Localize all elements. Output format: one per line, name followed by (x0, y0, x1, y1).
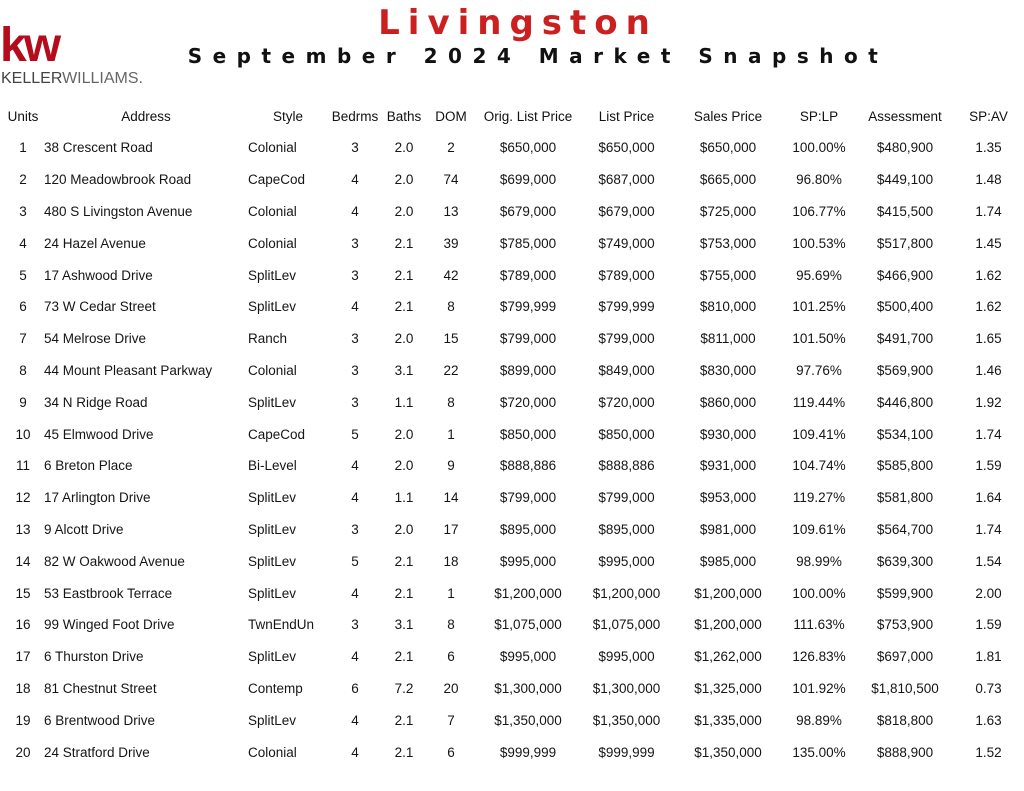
style-cell: Colonial (248, 235, 297, 251)
address-cell: 73 W Cedar Street (44, 299, 156, 315)
table-row (2, 609, 1022, 641)
bedrooms-cell: 6 (351, 680, 359, 696)
column-header: Bedrms (331, 109, 379, 124)
baths-cell: 2.0 (394, 172, 414, 188)
dom-cell: 17 (443, 521, 459, 537)
style-cell: Ranch (248, 331, 288, 347)
orig-list-price-cell: $699,000 (499, 172, 557, 188)
bedrooms-cell: 4 (351, 299, 359, 315)
assessment-cell: $491,700 (876, 331, 934, 347)
baths-cell: 2.1 (394, 649, 414, 665)
table-row (2, 545, 1022, 577)
sp-av-cell: 1.81 (975, 649, 1002, 665)
orig-list-price-cell: $1,200,000 (494, 585, 562, 601)
baths-cell: 1.1 (394, 490, 414, 506)
baths-cell: 2.1 (394, 585, 414, 601)
assessment-cell: $415,500 (876, 203, 934, 219)
baths-cell: 2.0 (394, 426, 414, 442)
dom-cell: 74 (443, 172, 459, 188)
dom-cell: 8 (447, 617, 455, 633)
table-header-row (2, 101, 1022, 132)
table-row (2, 673, 1022, 705)
sp-lp-cell: 109.61% (792, 521, 846, 537)
address-cell: 82 W Oakwood Avenue (44, 553, 185, 569)
sales-table (2, 101, 1022, 768)
address-cell: 6 Breton Place (44, 458, 133, 474)
orig-list-price-cell: $995,000 (499, 649, 557, 665)
baths-cell: 7.2 (394, 680, 414, 696)
unit-cell: 3 (19, 203, 27, 219)
unit-cell: 5 (19, 267, 27, 283)
address-cell: 54 Melrose Drive (44, 331, 147, 347)
orig-list-price-cell: $679,000 (499, 203, 557, 219)
table-row (2, 259, 1022, 291)
sp-av-cell: 1.52 (975, 744, 1002, 760)
assessment-cell: $500,400 (876, 299, 934, 315)
dom-cell: 1 (447, 426, 455, 442)
dom-cell: 14 (443, 490, 459, 506)
baths-cell: 2.0 (394, 331, 414, 347)
list-price-cell: $888,886 (598, 458, 655, 474)
style-cell: Bi-Level (248, 458, 297, 474)
bedrooms-cell: 4 (351, 458, 359, 474)
assessment-cell: $599,900 (876, 585, 934, 601)
sp-av-cell: 1.74 (975, 521, 1002, 537)
table-row (2, 227, 1022, 259)
sp-av-cell: 1.63 (975, 712, 1002, 728)
dom-cell: 8 (447, 394, 455, 410)
sp-lp-cell: 98.89% (796, 712, 842, 728)
sp-av-cell: 1.65 (975, 331, 1002, 347)
baths-cell: 2.0 (394, 203, 414, 219)
logo-wordmark-bold: KELLER (1, 70, 63, 87)
address-cell: 81 Chestnut Street (44, 680, 157, 696)
list-price-cell: $789,000 (598, 267, 655, 283)
unit-cell: 13 (15, 521, 31, 537)
address-cell: 38 Crescent Road (44, 140, 153, 156)
bedrooms-cell: 3 (351, 362, 359, 378)
assessment-cell: $446,800 (876, 394, 934, 410)
orig-list-price-cell: $799,999 (499, 299, 557, 315)
sp-av-cell: 1.74 (975, 203, 1002, 219)
baths-cell: 1.1 (394, 394, 414, 410)
orig-list-price-cell: $1,075,000 (494, 617, 562, 633)
list-price-cell: $1,075,000 (592, 617, 661, 633)
sp-lp-cell: 98.99% (796, 553, 842, 569)
address-cell: 17 Arlington Drive (44, 490, 151, 506)
list-price-cell: $749,000 (598, 235, 655, 251)
baths-cell: 2.1 (394, 235, 414, 251)
style-cell: SplitLev (248, 712, 297, 728)
unit-cell: 15 (15, 585, 31, 601)
style-cell: CapeCod (248, 426, 306, 442)
sales-price-cell: $753,000 (699, 235, 757, 251)
list-price-cell: $799,000 (598, 490, 655, 506)
column-header: Sales Price (693, 109, 763, 124)
table-row (2, 450, 1022, 482)
unit-cell: 19 (15, 712, 31, 728)
sales-price-cell: $1,262,000 (694, 649, 762, 665)
address-cell: 6 Thurston Drive (44, 649, 144, 665)
assessment-cell: $753,900 (876, 617, 934, 633)
assessment-cell: $517,800 (876, 235, 934, 251)
address-cell: 53 Eastbrook Terrace (44, 585, 173, 601)
assessment-cell: $534,100 (876, 426, 934, 442)
sp-av-cell: 1.48 (975, 172, 1002, 188)
orig-list-price-cell: $650,000 (499, 140, 557, 156)
baths-cell: 2.0 (394, 521, 414, 537)
table-row (2, 704, 1022, 736)
list-price-cell: $995,000 (598, 553, 655, 569)
table-row (2, 132, 1022, 164)
column-header: SP:AV (969, 109, 1008, 124)
unit-cell: 11 (15, 458, 30, 474)
bedrooms-cell: 3 (351, 267, 359, 283)
orig-list-price-cell: $995,000 (499, 553, 557, 569)
sales-price-cell: $930,000 (699, 426, 757, 442)
unit-cell: 2 (19, 172, 27, 188)
column-header: Units (7, 109, 39, 124)
sp-av-cell: 1.35 (975, 140, 1002, 156)
unit-cell: 1 (19, 140, 27, 156)
sp-av-cell: 1.64 (975, 490, 1002, 506)
sp-av-cell: 1.59 (975, 617, 1002, 633)
style-cell: SplitLev (248, 394, 297, 410)
bedrooms-cell: 4 (351, 172, 359, 188)
table-row (2, 514, 1022, 546)
list-price-cell: $999,999 (598, 744, 655, 760)
assessment-cell: $585,800 (876, 458, 934, 474)
orig-list-price-cell: $895,000 (499, 521, 557, 537)
dom-cell: 13 (443, 203, 459, 219)
sales-price-cell: $725,000 (699, 203, 757, 219)
table-row (2, 482, 1022, 514)
sp-lp-cell: 126.83% (792, 649, 846, 665)
address-cell: 120 Meadowbrook Road (44, 172, 192, 188)
sales-price-cell: $810,000 (699, 299, 757, 315)
table-row (2, 164, 1022, 196)
dom-cell: 20 (443, 680, 459, 696)
baths-cell: 2.0 (394, 140, 414, 156)
style-cell: Contemp (248, 680, 303, 696)
town-title: Livingston (378, 3, 658, 43)
style-cell: SplitLev (248, 267, 297, 283)
sales-price-cell: $1,335,000 (694, 712, 762, 728)
sales-price-cell: $931,000 (699, 458, 757, 474)
style-cell: SplitLev (248, 649, 297, 665)
column-header: Style (272, 109, 303, 124)
sp-lp-cell: 101.92% (792, 680, 846, 696)
list-price-cell: $849,000 (598, 362, 655, 378)
address-cell: 480 S Livingston Avenue (44, 203, 193, 219)
column-header: Assessment (868, 109, 942, 124)
style-cell: Colonial (248, 203, 297, 219)
sp-lp-cell: 97.76% (796, 362, 842, 378)
sp-lp-cell: 101.25% (792, 299, 846, 315)
list-price-cell: $650,000 (598, 140, 655, 156)
bedrooms-cell: 3 (351, 617, 359, 633)
bedrooms-cell: 3 (351, 140, 359, 156)
column-header: List Price (598, 109, 655, 124)
logo-wordmark (1, 70, 143, 88)
orig-list-price-cell: $789,000 (499, 267, 557, 283)
unit-cell: 10 (15, 426, 31, 442)
sp-lp-cell: 104.74% (792, 458, 846, 474)
style-cell: SplitLev (248, 299, 297, 315)
style-cell: Colonial (248, 744, 297, 760)
sales-price-cell: $650,000 (699, 140, 757, 156)
orig-list-price-cell: $888,886 (499, 458, 557, 474)
unit-cell: 4 (19, 235, 27, 251)
dom-cell: 39 (443, 235, 459, 251)
sp-av-cell: 2.00 (975, 585, 1002, 601)
sp-av-cell: 1.74 (975, 426, 1002, 442)
address-cell: 9 Alcott Drive (44, 521, 124, 537)
dom-cell: 18 (443, 553, 459, 569)
table-row (2, 355, 1022, 387)
orig-list-price-cell: $899,000 (499, 362, 557, 378)
sp-av-cell: 1.54 (975, 553, 1002, 569)
sales-price-cell: $830,000 (699, 362, 757, 378)
baths-cell: 2.1 (394, 744, 414, 760)
list-price-cell: $1,350,000 (592, 712, 661, 728)
address-cell: 34 N Ridge Road (44, 394, 148, 410)
baths-cell: 2.1 (394, 712, 414, 728)
sp-av-cell: 1.46 (975, 362, 1002, 378)
assessment-cell: $697,000 (876, 649, 934, 665)
orig-list-price-cell: $850,000 (499, 426, 557, 442)
table-row (2, 323, 1022, 355)
assessment-cell: $569,900 (876, 362, 934, 378)
unit-cell: 14 (15, 553, 31, 569)
list-price-cell: $850,000 (598, 426, 655, 442)
style-cell: SplitLev (248, 521, 297, 537)
assessment-cell: $466,900 (876, 267, 934, 283)
orig-list-price-cell: $1,350,000 (494, 712, 562, 728)
dom-cell: 42 (443, 267, 459, 283)
sp-lp-cell: 109.41% (792, 426, 846, 442)
style-cell: TwnEndUn (248, 617, 315, 633)
sp-av-cell: 1.59 (975, 458, 1002, 474)
address-cell: 45 Elmwood Drive (44, 426, 154, 442)
sp-av-cell: 1.45 (975, 235, 1002, 251)
list-price-cell: $687,000 (598, 172, 655, 188)
sp-lp-cell: 111.63% (793, 617, 845, 633)
unit-cell: 17 (15, 649, 31, 665)
table-row (2, 577, 1022, 609)
sales-price-cell: $811,000 (700, 331, 756, 347)
sp-av-cell: 1.92 (975, 394, 1002, 410)
assessment-cell: $888,900 (876, 744, 934, 760)
table-row (2, 641, 1022, 673)
assessment-cell: $818,800 (876, 712, 934, 728)
table-row (2, 418, 1022, 450)
sp-lp-cell: 106.77% (792, 203, 846, 219)
address-cell: 99 Winged Foot Drive (44, 617, 175, 633)
sp-lp-cell: 135.00% (792, 744, 846, 760)
bedrooms-cell: 4 (351, 203, 359, 219)
sales-price-cell: $860,000 (699, 394, 757, 410)
list-price-cell: $1,200,000 (592, 585, 661, 601)
orig-list-price-cell: $1,300,000 (494, 680, 562, 696)
list-price-cell: $995,000 (598, 649, 655, 665)
bedrooms-cell: 4 (351, 744, 359, 760)
sp-lp-cell: 96.80% (796, 172, 842, 188)
unit-cell: 16 (15, 617, 31, 633)
style-cell: Colonial (248, 140, 297, 156)
dom-cell: 7 (447, 712, 455, 728)
table-row (2, 736, 1022, 768)
style-cell: SplitLev (248, 553, 297, 569)
sp-lp-cell: 100.53% (792, 235, 846, 251)
logo-wordmark-light: WILLIAMS. (62, 70, 143, 87)
baths-cell: 2.1 (394, 553, 414, 569)
sales-table-body (2, 132, 1022, 768)
sales-price-cell: $981,000 (699, 521, 757, 537)
column-header: SP:LP (799, 109, 839, 124)
style-cell: Colonial (248, 362, 297, 378)
sales-price-cell: $1,200,000 (694, 617, 762, 633)
unit-cell: 8 (19, 362, 27, 378)
bedrooms-cell: 3 (351, 521, 359, 537)
unit-cell: 6 (19, 299, 27, 315)
dom-cell: 1 (447, 585, 455, 601)
address-cell: 24 Hazel Avenue (44, 235, 146, 251)
dom-cell: 8 (447, 299, 455, 315)
unit-cell: 18 (15, 680, 31, 696)
list-price-cell: $679,000 (598, 203, 655, 219)
list-price-cell: $895,000 (598, 521, 655, 537)
unit-cell: 7 (19, 331, 27, 347)
bedrooms-cell: 3 (351, 394, 359, 410)
sp-av-cell: 1.62 (975, 267, 1002, 283)
sales-price-cell: $1,200,000 (694, 585, 762, 601)
sales-price-cell: $985,000 (699, 553, 757, 569)
unit-cell: 9 (19, 394, 27, 410)
address-cell: 6 Brentwood Drive (44, 712, 156, 728)
bedrooms-cell: 4 (351, 490, 359, 506)
sales-price-cell: $665,000 (699, 172, 757, 188)
unit-cell: 12 (15, 490, 31, 506)
orig-list-price-cell: $720,000 (499, 394, 557, 410)
column-header: Address (121, 109, 171, 124)
dom-cell: 9 (447, 458, 455, 474)
sp-av-cell: 0.73 (975, 680, 1002, 696)
baths-cell: 3.1 (394, 617, 414, 633)
sp-lp-cell: 101.50% (792, 331, 846, 347)
address-cell: 17 Ashwood Drive (44, 267, 153, 283)
bedrooms-cell: 4 (351, 712, 359, 728)
baths-cell: 2.1 (394, 267, 414, 283)
list-price-cell: $720,000 (598, 394, 655, 410)
sales-price-cell: $1,325,000 (694, 680, 762, 696)
assessment-cell: $1,810,500 (871, 680, 939, 696)
bedrooms-cell: 4 (351, 585, 359, 601)
bedrooms-cell: 3 (351, 235, 359, 251)
list-price-cell: $799,000 (598, 331, 655, 347)
sp-lp-cell: 95.69% (796, 267, 842, 283)
column-header: DOM (435, 109, 467, 124)
assessment-cell: $480,900 (876, 140, 934, 156)
baths-cell: 2.1 (394, 299, 414, 315)
sp-lp-cell: 119.44% (792, 394, 846, 410)
sp-lp-cell: 100.00% (792, 140, 846, 156)
assessment-cell: $581,800 (876, 490, 934, 506)
table-row (2, 196, 1022, 228)
bedrooms-cell: 4 (351, 649, 359, 665)
column-header: Baths (386, 109, 422, 124)
list-price-cell: $1,300,000 (592, 680, 661, 696)
orig-list-price-cell: $799,000 (499, 331, 557, 347)
sales-price-cell: $755,000 (699, 267, 757, 283)
assessment-cell: $564,700 (876, 521, 934, 537)
list-price-cell: $799,999 (598, 299, 655, 315)
baths-cell: 3.1 (394, 362, 414, 378)
orig-list-price-cell: $999,999 (499, 744, 557, 760)
dom-cell: 6 (447, 649, 455, 665)
bedrooms-cell: 3 (351, 331, 359, 347)
style-cell: CapeCod (248, 172, 306, 188)
dom-cell: 15 (443, 331, 459, 347)
style-cell: SplitLev (248, 585, 297, 601)
assessment-cell: $639,300 (876, 553, 934, 569)
sp-av-cell: 1.62 (975, 299, 1002, 315)
table-row (2, 386, 1022, 418)
assessment-cell: $449,100 (876, 172, 934, 188)
report-subtitle: September 2024 Market Snapshot (187, 44, 889, 68)
unit-cell: 20 (15, 744, 31, 760)
baths-cell: 2.0 (394, 458, 414, 474)
kw-logo-mark: kw (0, 19, 59, 72)
style-cell: SplitLev (248, 490, 297, 506)
bedrooms-cell: 5 (351, 426, 359, 442)
orig-list-price-cell: $785,000 (499, 235, 557, 251)
sp-lp-cell: 119.27% (792, 490, 846, 506)
address-cell: 24 Stratford Drive (44, 744, 150, 760)
sales-price-cell: $1,350,000 (694, 744, 762, 760)
table-row (2, 291, 1022, 323)
address-cell: 44 Mount Pleasant Parkway (44, 362, 213, 378)
bedrooms-cell: 5 (351, 553, 359, 569)
dom-cell: 2 (447, 140, 455, 156)
orig-list-price-cell: $799,000 (499, 490, 557, 506)
dom-cell: 22 (443, 362, 459, 378)
sp-lp-cell: 100.00% (792, 585, 846, 601)
sales-price-cell: $953,000 (699, 490, 757, 506)
column-header: Orig. List Price (483, 109, 573, 124)
dom-cell: 6 (447, 744, 455, 760)
